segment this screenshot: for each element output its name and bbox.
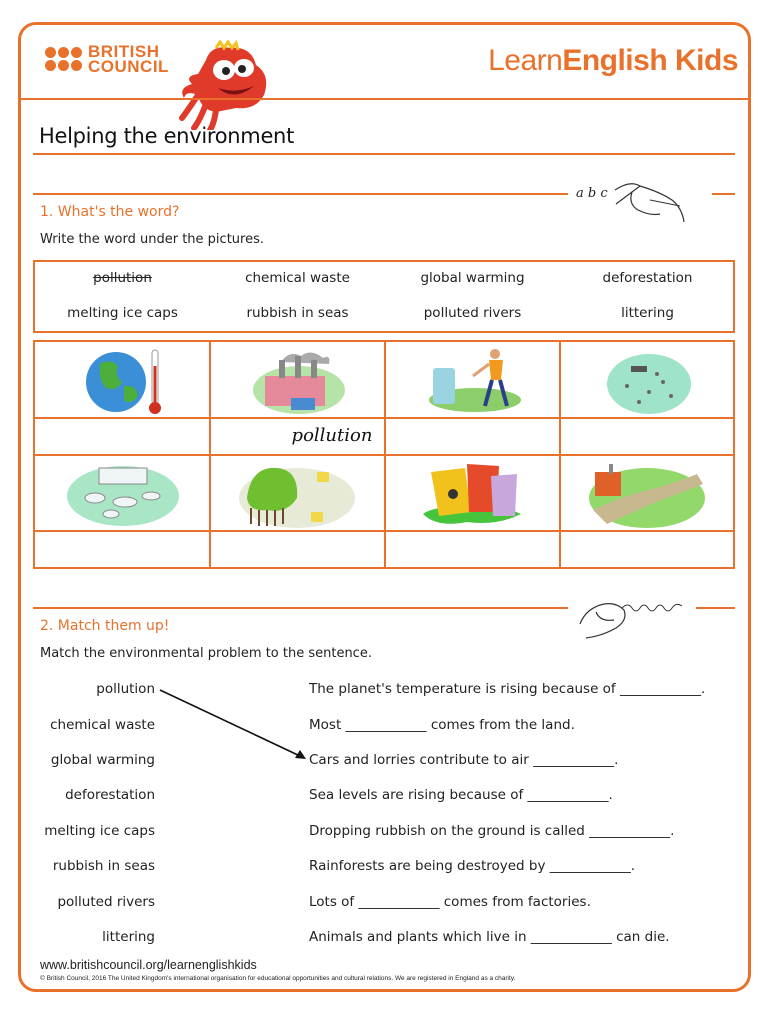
footer-url[interactable]: www.britishcouncil.org/learnenglishkids — [40, 958, 257, 972]
word-bank-item: chemical waste — [245, 270, 350, 286]
word-bank-item: polluted rivers — [423, 305, 522, 321]
match-sentence: Cars and lorries contribute to air ____________. — [309, 752, 619, 768]
example-answer: pollution — [291, 425, 373, 446]
match-problem: chemical waste — [50, 717, 155, 733]
section1-instruction: Write the word under the pictures. — [40, 232, 264, 247]
section1-heading: 1. What's the word? — [40, 204, 180, 220]
match-problem: rubbish in seas — [52, 858, 155, 874]
word-bank-item: rubbish in seas — [246, 305, 349, 321]
word-bank-item: pollution — [93, 270, 152, 286]
match-problem: polluted rivers — [57, 894, 155, 910]
word-bank-item: melting ice caps — [67, 305, 178, 321]
match-problem: deforestation — [65, 787, 155, 803]
match-problem: pollution — [96, 681, 155, 697]
learn-prefix: Learn — [488, 44, 563, 77]
match-problem: melting ice caps — [44, 823, 155, 839]
match-sentence: Lots of ____________ comes from factories. — [309, 894, 591, 910]
match-problem: global warming — [50, 752, 155, 768]
match-sentence: Animals and plants which live in ____________ can die. — [309, 929, 670, 945]
section2-instruction: Match the environmental problem to the sentence. — [40, 646, 372, 661]
match-sentence: The planet's temperature is rising because of ____________. — [309, 681, 706, 697]
section2-heading: 2. Match them up! — [40, 618, 170, 634]
match-sentence: Sea levels are rising because of ____________. — [309, 787, 613, 803]
learn-brand: English Kids — [562, 44, 738, 77]
match-sentence: Rainforests are being destroyed by ____________. — [309, 858, 636, 874]
match-sentence: Most ____________ comes from the land. — [309, 717, 575, 733]
match-problem: littering — [102, 929, 155, 945]
match-sentence: Dropping rubbish on the ground is called ____________. — [309, 823, 675, 839]
word-bank-item: global warming — [420, 270, 525, 286]
page-title: Helping the environment — [39, 124, 295, 148]
word-bank-item: littering — [621, 305, 674, 321]
abc-letters: a b c — [576, 186, 608, 201]
british-council-line1: BRITISH — [88, 42, 160, 61]
footer-copyright: © British Council, 2016 The United Kingdom's international organisation for educational opportunities and cultural relations. We are registered in England as a charity. — [40, 975, 516, 982]
british-council-line2: COUNCIL — [88, 57, 169, 76]
word-bank-item: deforestation — [602, 270, 693, 286]
